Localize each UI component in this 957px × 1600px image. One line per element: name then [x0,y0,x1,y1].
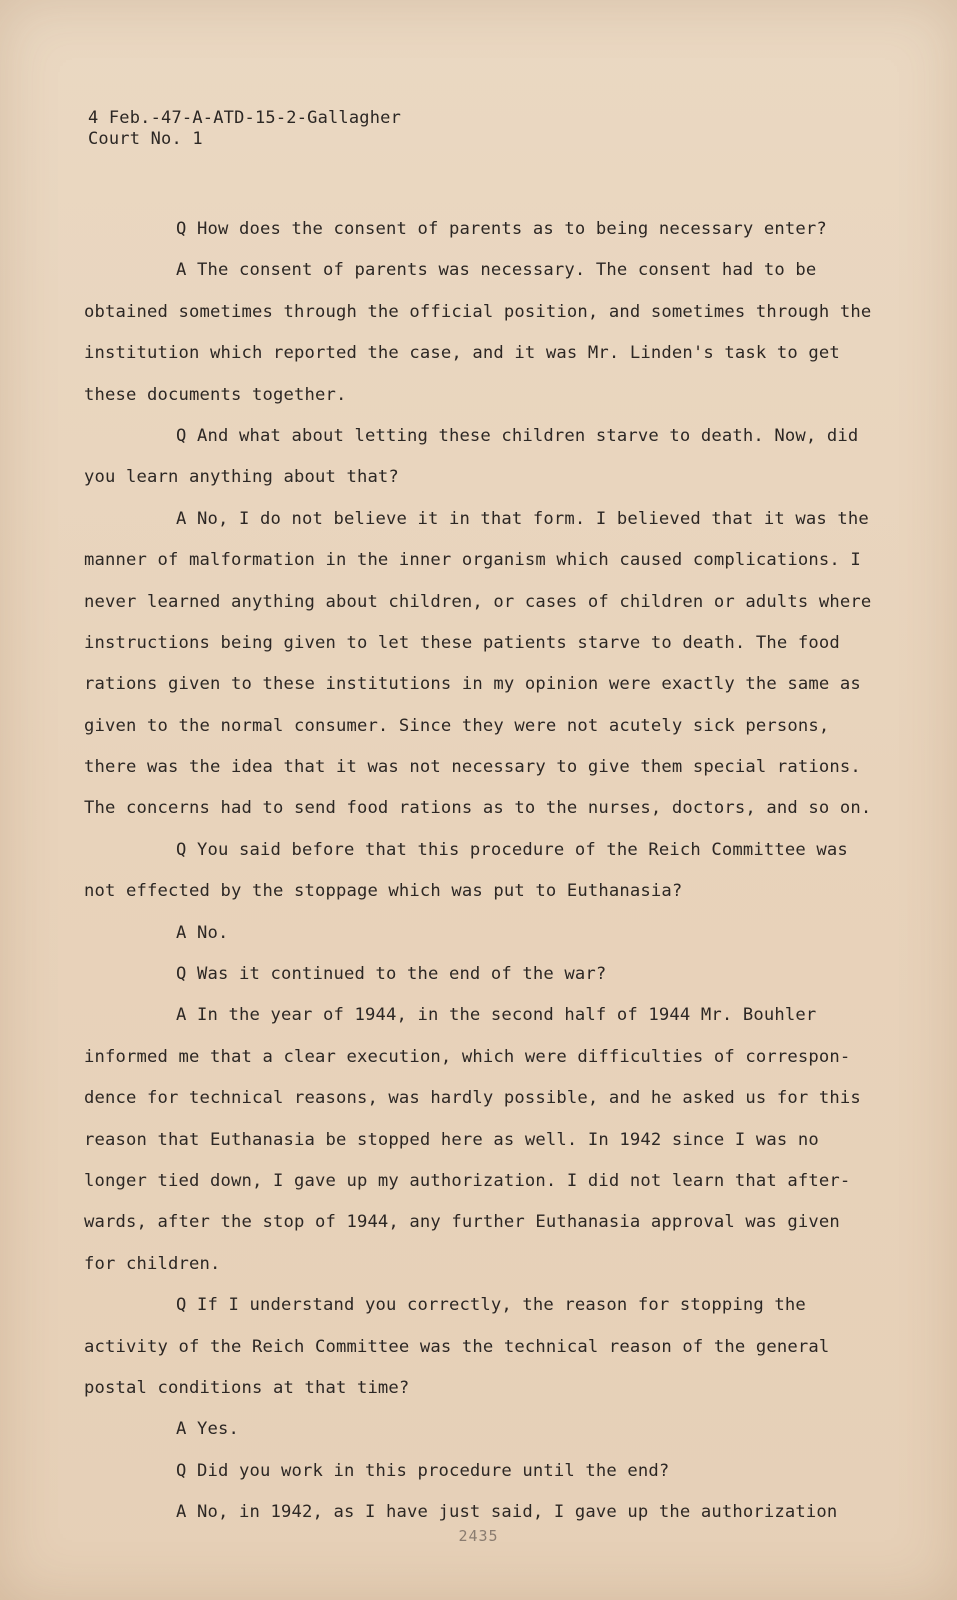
transcript-line: A The consent of parents was necessary. The consent had to be [176,260,817,281]
transcript-line: manner of malformation in the inner organism which caused complications. I [84,550,861,571]
transcript-line: A No, I do not believe it in that form. I believed that it was the [176,508,869,529]
transcript-line: never learned anything about children, or cases of children or adults where [84,591,872,612]
transcript-line: activity of the Reich Committee was the technical reason of the general [84,1336,830,1357]
transcript-line: not effected by the stoppage which was put to Euthanasia? [84,881,683,902]
transcript-line: informed me that a clear execution, which were difficulties of correspon- [84,1046,851,1067]
transcript-line: you learn anything about that? [84,467,399,488]
transcript-line: A Yes. [176,1419,239,1440]
transcript-line: given to the normal consumer. Since they were not acutely sick persons, [84,715,830,736]
transcript-line: postal conditions at that time? [84,1377,410,1398]
transcript-line: there was the idea that it was not necessary to give them special rations. [84,757,861,778]
transcript-line: Q And what about letting these children starve to death. Now, did [176,425,859,446]
transcript-line: Q If I understand you correctly, the reason for stopping the [176,1295,806,1316]
transcript-line: reason that Euthanasia be stopped here as well. In 1942 since I was no [84,1129,819,1150]
transcript-line: A In the year of 1944, in the second half of 1944 Mr. Bouhler [176,1005,817,1026]
document-header [88,108,401,150]
transcript-line: The concerns had to send food rations as to the nurses, doctors, and so on. [84,798,872,819]
transcript-line: Q Did you work in this procedure until the end? [176,1460,670,1481]
transcript-line: institution which reported the case, and it was Mr. Linden's task to get [84,343,840,364]
transcript-line: Q How does the consent of parents as to being necessary enter? [176,219,827,239]
transcript-body [84,209,884,1534]
transcript-line: A No. [176,922,229,943]
transcript-line: A No, in 1942, as I have just said, I gave up the authorization [176,1502,838,1523]
transcript-line: for children. [84,1253,221,1274]
page-number: 2435 [458,1527,499,1545]
header-court: Court No. 1 [88,129,203,149]
transcript-line: Q You said before that this procedure of the Reich Committee was [176,839,848,860]
transcript-line: these documents together. [84,384,347,405]
transcript-line: wards, after the stop of 1944, any further Euthanasia approval was given [84,1212,840,1233]
transcript-line: Q Was it continued to the end of the war? [176,964,607,985]
transcript-line: dence for technical reasons, was hardly possible, and he asked us for this [84,1088,861,1109]
transcript-line: longer tied down, I gave up my authorization. I did not learn that after- [84,1170,851,1191]
transcript-line: rations given to these institutions in my opinion were exactly the same as [84,674,861,695]
header-reference: 4 Feb.-47-A-ATD-15-2-Gallagher [88,108,402,128]
transcript-line: instructions being given to let these patients starve to death. The food [84,632,840,653]
transcript-line: obtained sometimes through the official position, and sometimes through the [84,301,872,322]
